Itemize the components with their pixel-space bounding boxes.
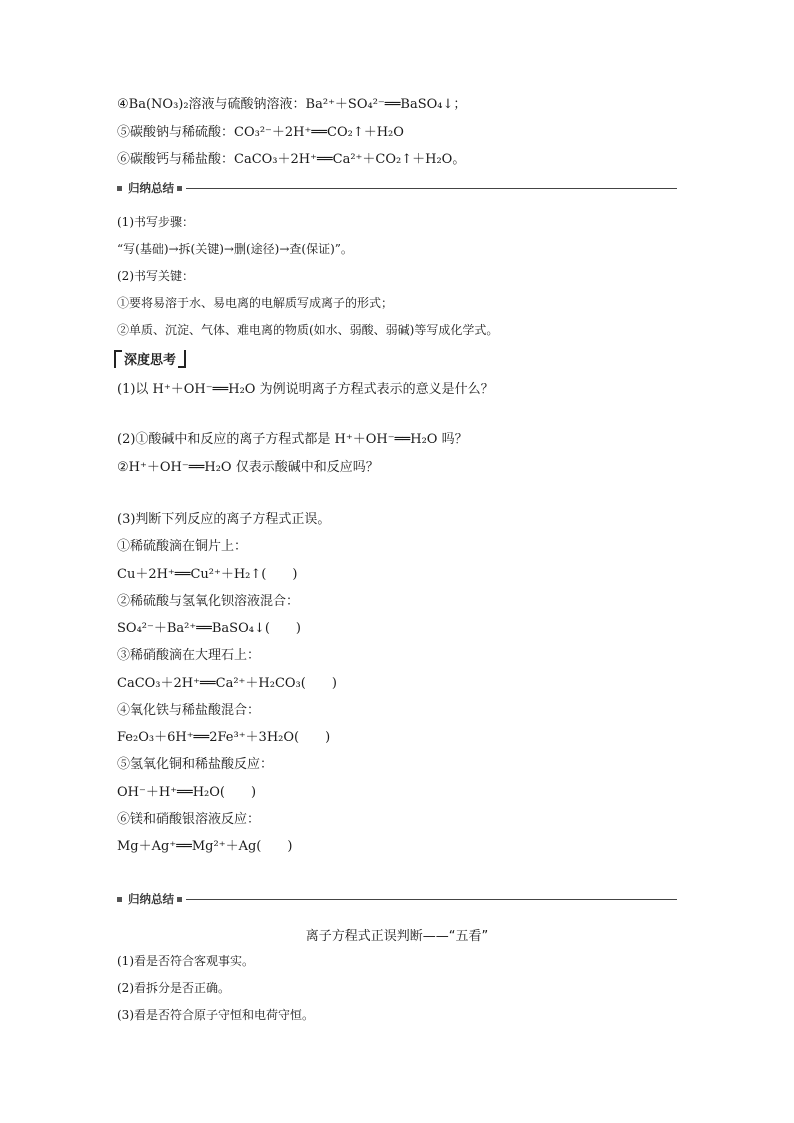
deep-thinking-title	[114, 349, 186, 368]
summary1-line: ②单质、沉淀、气体、难电离的物质(如水、弱酸、弱碱)等写成化学式。	[117, 323, 499, 337]
five-checks-title: 离子方程式正误判断——“五看”	[305, 929, 489, 944]
judge-equation: SO₄²⁻＋Ba²⁺══BaSO₄↓( )	[117, 621, 301, 636]
bracket-left-icon	[114, 350, 122, 368]
square-bullet-icon	[177, 897, 182, 902]
summary1-line: (2)书写关键：	[117, 269, 194, 283]
heading-rule	[186, 899, 677, 900]
judge-item: ①稀硫酸滴在铜片上：	[117, 539, 248, 554]
judge-item: ④氧化铁与稀盐酸混合：	[117, 703, 261, 718]
square-bullet-icon	[177, 186, 182, 191]
judge-equation: Mg＋Ag⁺══Mg²⁺＋Ag( )	[117, 839, 293, 854]
heading-rule	[186, 188, 677, 189]
summary-heading-1	[117, 179, 677, 197]
judge-equation: OH⁻＋H⁺══H₂O( )	[117, 785, 257, 800]
summary1-line: “写(基础)→拆(关键)→删(途径)→查(保证)”。	[117, 242, 353, 256]
bracket-right-icon	[178, 350, 186, 368]
judge-item: ②稀硫酸与氢氧化钡溶液混合：	[117, 594, 300, 609]
summary1-line: (1)书写步骤：	[117, 215, 194, 229]
summary2-line: (3)看是否符合原子守恒和电荷守恒。	[117, 1008, 314, 1022]
summary-heading-title: 归纳总结	[128, 892, 174, 906]
judge-equation: Fe₂O₃＋6H⁺══2Fe³⁺＋3H₂O( )	[117, 730, 331, 745]
deep-thinking-label: 深度思考	[124, 353, 177, 368]
equation-line-5: ⑤碳酸钠与稀硫酸：CO₃²⁻＋2H⁺══CO₂↑＋H₂O	[117, 125, 404, 140]
equation-line-4: ④Ba(NO₃)₂溶液与硫酸钠溶液：Ba²⁺＋SO₄²⁻══BaSO₄↓；	[117, 97, 467, 112]
summary2-line: (1)看是否符合客观事实。	[117, 954, 254, 968]
judge-item: ⑤氢氧化铜和稀盐酸反应：	[117, 757, 274, 772]
judge-equation: Cu＋2H⁺══Cu²⁺＋H₂↑( )	[117, 567, 298, 582]
question-2b: ②H⁺＋OH⁻══H₂O 仅表示酸碱中和反应吗？	[117, 460, 379, 475]
question-2a: (2)①酸碱中和反应的离子方程式都是 H⁺＋OH⁻══H₂O 吗？	[117, 432, 468, 447]
question-3: (3)判断下列反应的离子方程式正误。	[117, 512, 331, 527]
square-bullet-icon	[117, 186, 122, 191]
judge-item: ⑥镁和硝酸银溶液反应：	[117, 812, 261, 827]
summary2-line: (2)看拆分是否正确。	[117, 981, 230, 995]
summary-heading-title: 归纳总结	[128, 181, 174, 195]
question-1: (1)以 H⁺＋OH⁻══H₂O 为例说明离子方程式表示的意义是什么？	[117, 382, 494, 397]
square-bullet-icon	[117, 897, 122, 902]
equation-line-6: ⑥碳酸钙与稀盐酸：CaCO₃＋2H⁺══Ca²⁺＋CO₂↑＋H₂O。	[117, 152, 466, 167]
judge-equation: CaCO₃＋2H⁺══Ca²⁺＋H₂CO₃( )	[117, 676, 337, 691]
summary-heading-2	[117, 890, 677, 908]
judge-item: ③稀硝酸滴在大理石上：	[117, 648, 261, 663]
summary1-line: ①要将易溶于水、易电离的电解质写成离子的形式；	[117, 296, 394, 310]
